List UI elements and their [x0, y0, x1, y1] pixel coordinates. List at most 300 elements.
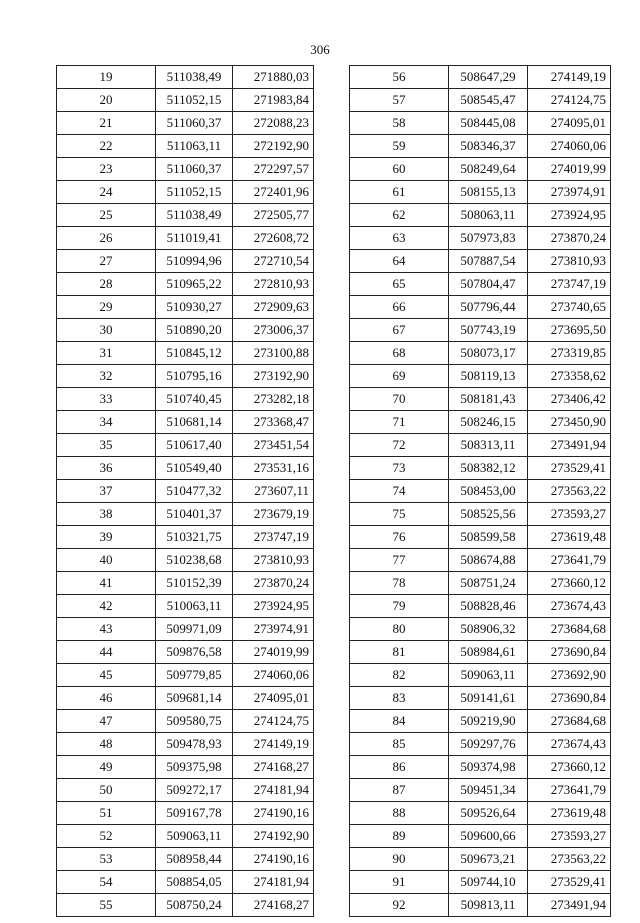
- y-coordinate-cell: 274168,27: [233, 756, 314, 779]
- y-coordinate-cell: 273282,18: [233, 388, 314, 411]
- y-coordinate-cell: 273531,16: [233, 457, 314, 480]
- x-coordinate-cell: 508647,29: [449, 66, 528, 89]
- point-number-cell: 37: [57, 480, 156, 503]
- x-coordinate-cell: 510994,96: [156, 250, 233, 273]
- y-coordinate-cell: 274190,16: [233, 802, 314, 825]
- y-coordinate-cell: 271983,84: [233, 89, 314, 112]
- point-number-cell: 47: [57, 710, 156, 733]
- table-row: [57, 503, 314, 526]
- point-number-cell: 24: [57, 181, 156, 204]
- y-coordinate-cell: 274192,90: [233, 825, 314, 848]
- coordinates-table-left-body: [57, 66, 314, 917]
- point-number-cell: 35: [57, 434, 156, 457]
- y-coordinate-cell: 273491,94: [528, 434, 611, 457]
- x-coordinate-cell: 509374,98: [449, 756, 528, 779]
- table-row: [350, 825, 611, 848]
- y-coordinate-cell: 272810,93: [233, 273, 314, 296]
- x-coordinate-cell: 511019,41: [156, 227, 233, 250]
- y-coordinate-cell: 273674,43: [528, 733, 611, 756]
- x-coordinate-cell: 509813,11: [449, 894, 528, 917]
- y-coordinate-cell: 273006,37: [233, 319, 314, 342]
- point-number-cell: 33: [57, 388, 156, 411]
- table-row: [57, 296, 314, 319]
- x-coordinate-cell: 510930,27: [156, 296, 233, 319]
- y-coordinate-cell: 273740,65: [528, 296, 611, 319]
- x-coordinate-cell: 508249,64: [449, 158, 528, 181]
- x-coordinate-cell: 507973,83: [449, 227, 528, 250]
- x-coordinate-cell: 511038,49: [156, 204, 233, 227]
- x-coordinate-cell: 508750,24: [156, 894, 233, 917]
- point-number-cell: 76: [350, 526, 449, 549]
- table-row: [57, 434, 314, 457]
- y-coordinate-cell: 273368,47: [233, 411, 314, 434]
- point-number-cell: 43: [57, 618, 156, 641]
- point-number-cell: 72: [350, 434, 449, 457]
- x-coordinate-cell: 509580,75: [156, 710, 233, 733]
- y-coordinate-cell: 273674,43: [528, 595, 611, 618]
- x-coordinate-cell: 509681,14: [156, 687, 233, 710]
- x-coordinate-cell: 508828,46: [449, 595, 528, 618]
- x-coordinate-cell: 510549,40: [156, 457, 233, 480]
- x-coordinate-cell: 510401,37: [156, 503, 233, 526]
- table-row: [350, 66, 611, 89]
- x-coordinate-cell: 509478,93: [156, 733, 233, 756]
- y-coordinate-cell: 273690,84: [528, 641, 611, 664]
- x-coordinate-cell: 508063,11: [449, 204, 528, 227]
- point-number-cell: 38: [57, 503, 156, 526]
- y-coordinate-cell: 273679,19: [233, 503, 314, 526]
- y-coordinate-cell: 272909,63: [233, 296, 314, 319]
- y-coordinate-cell: 274181,94: [233, 871, 314, 894]
- table-row: [57, 342, 314, 365]
- point-number-cell: 91: [350, 871, 449, 894]
- y-coordinate-cell: 274190,16: [233, 848, 314, 871]
- point-number-cell: 83: [350, 687, 449, 710]
- x-coordinate-cell: 508906,32: [449, 618, 528, 641]
- y-coordinate-cell: 273660,12: [528, 572, 611, 595]
- x-coordinate-cell: 510965,22: [156, 273, 233, 296]
- table-row: [350, 388, 611, 411]
- table-row: [350, 457, 611, 480]
- y-coordinate-cell: 273619,48: [528, 526, 611, 549]
- table-row: [350, 411, 611, 434]
- point-number-cell: 79: [350, 595, 449, 618]
- table-row: [57, 135, 314, 158]
- x-coordinate-cell: 508155,13: [449, 181, 528, 204]
- x-coordinate-cell: 511038,49: [156, 66, 233, 89]
- x-coordinate-cell: 509063,11: [449, 664, 528, 687]
- y-coordinate-cell: 273870,24: [528, 227, 611, 250]
- table-row: [350, 135, 611, 158]
- y-coordinate-cell: 273684,68: [528, 710, 611, 733]
- y-coordinate-cell: 273319,85: [528, 342, 611, 365]
- point-number-cell: 82: [350, 664, 449, 687]
- table-row: [57, 365, 314, 388]
- x-coordinate-cell: 509451,34: [449, 779, 528, 802]
- x-coordinate-cell: 511060,37: [156, 158, 233, 181]
- point-number-cell: 25: [57, 204, 156, 227]
- point-number-cell: 88: [350, 802, 449, 825]
- y-coordinate-cell: 273619,48: [528, 802, 611, 825]
- x-coordinate-cell: 508181,43: [449, 388, 528, 411]
- y-coordinate-cell: 273529,41: [528, 457, 611, 480]
- table-row: [350, 641, 611, 664]
- table-row: [57, 779, 314, 802]
- x-coordinate-cell: 510681,14: [156, 411, 233, 434]
- point-number-cell: 53: [57, 848, 156, 871]
- point-number-cell: 27: [57, 250, 156, 273]
- point-number-cell: 20: [57, 89, 156, 112]
- x-coordinate-cell: 510063,11: [156, 595, 233, 618]
- point-number-cell: 26: [57, 227, 156, 250]
- point-number-cell: 52: [57, 825, 156, 848]
- table-row: [57, 572, 314, 595]
- point-number-cell: 55: [57, 894, 156, 917]
- x-coordinate-cell: 507743,19: [449, 319, 528, 342]
- table-row: [350, 480, 611, 503]
- table-row: [57, 273, 314, 296]
- x-coordinate-cell: 510845,12: [156, 342, 233, 365]
- point-number-cell: 39: [57, 526, 156, 549]
- table-row: [350, 848, 611, 871]
- point-number-cell: 86: [350, 756, 449, 779]
- table-row: [350, 342, 611, 365]
- table-row: [57, 871, 314, 894]
- x-coordinate-cell: 508382,12: [449, 457, 528, 480]
- table-row: [57, 894, 314, 917]
- point-number-cell: 29: [57, 296, 156, 319]
- x-coordinate-cell: 509167,78: [156, 802, 233, 825]
- y-coordinate-cell: 274168,27: [233, 894, 314, 917]
- x-coordinate-cell: 509744,10: [449, 871, 528, 894]
- table-row: [350, 296, 611, 319]
- point-number-cell: 60: [350, 158, 449, 181]
- point-number-cell: 67: [350, 319, 449, 342]
- table-row: [350, 756, 611, 779]
- y-coordinate-cell: 274060,06: [233, 664, 314, 687]
- y-coordinate-cell: 272401,96: [233, 181, 314, 204]
- table-row: [57, 687, 314, 710]
- y-coordinate-cell: 274149,19: [233, 733, 314, 756]
- table-row: [350, 365, 611, 388]
- x-coordinate-cell: 509673,21: [449, 848, 528, 871]
- y-coordinate-cell: 273529,41: [528, 871, 611, 894]
- point-number-cell: 74: [350, 480, 449, 503]
- point-number-cell: 65: [350, 273, 449, 296]
- table-row: [350, 710, 611, 733]
- point-number-cell: 56: [350, 66, 449, 89]
- point-number-cell: 81: [350, 641, 449, 664]
- y-coordinate-cell: 273450,90: [528, 411, 611, 434]
- table-row: [57, 480, 314, 503]
- y-coordinate-cell: 273100,88: [233, 342, 314, 365]
- point-number-cell: 61: [350, 181, 449, 204]
- x-coordinate-cell: 510238,68: [156, 549, 233, 572]
- y-coordinate-cell: 273563,22: [528, 848, 611, 871]
- point-number-cell: 77: [350, 549, 449, 572]
- point-number-cell: 78: [350, 572, 449, 595]
- table-row: [57, 825, 314, 848]
- point-number-cell: 34: [57, 411, 156, 434]
- table-row: [350, 434, 611, 457]
- x-coordinate-cell: 508119,13: [449, 365, 528, 388]
- table-row: [350, 894, 611, 917]
- x-coordinate-cell: 509219,90: [449, 710, 528, 733]
- point-number-cell: 87: [350, 779, 449, 802]
- y-coordinate-cell: 273810,93: [528, 250, 611, 273]
- table-row: [57, 664, 314, 687]
- table-row: [350, 664, 611, 687]
- point-number-cell: 54: [57, 871, 156, 894]
- table-row: [350, 89, 611, 112]
- point-number-cell: 40: [57, 549, 156, 572]
- point-number-cell: 23: [57, 158, 156, 181]
- table-row: [350, 802, 611, 825]
- x-coordinate-cell: 508751,24: [449, 572, 528, 595]
- x-coordinate-cell: 511060,37: [156, 112, 233, 135]
- x-coordinate-cell: 509141,61: [449, 687, 528, 710]
- point-number-cell: 31: [57, 342, 156, 365]
- x-coordinate-cell: 510152,39: [156, 572, 233, 595]
- x-coordinate-cell: 509779,85: [156, 664, 233, 687]
- y-coordinate-cell: 272710,54: [233, 250, 314, 273]
- point-number-cell: 73: [350, 457, 449, 480]
- y-coordinate-cell: 274181,94: [233, 779, 314, 802]
- x-coordinate-cell: 508073,17: [449, 342, 528, 365]
- coordinates-table-right-body: [350, 66, 611, 917]
- y-coordinate-cell: 273593,27: [528, 503, 611, 526]
- table-row: [350, 549, 611, 572]
- y-coordinate-cell: 273924,95: [528, 204, 611, 227]
- point-number-cell: 30: [57, 319, 156, 342]
- x-coordinate-cell: 510477,32: [156, 480, 233, 503]
- point-number-cell: 92: [350, 894, 449, 917]
- x-coordinate-cell: 509063,11: [156, 825, 233, 848]
- point-number-cell: 42: [57, 595, 156, 618]
- point-number-cell: 41: [57, 572, 156, 595]
- x-coordinate-cell: 509375,98: [156, 756, 233, 779]
- y-coordinate-cell: 273974,91: [233, 618, 314, 641]
- point-number-cell: 28: [57, 273, 156, 296]
- y-coordinate-cell: 274149,19: [528, 66, 611, 89]
- y-coordinate-cell: 274060,06: [528, 135, 611, 158]
- x-coordinate-cell: 511063,11: [156, 135, 233, 158]
- point-number-cell: 90: [350, 848, 449, 871]
- table-row: [350, 503, 611, 526]
- point-number-cell: 89: [350, 825, 449, 848]
- table-row: [57, 250, 314, 273]
- x-coordinate-cell: 511052,15: [156, 89, 233, 112]
- table-row: [350, 250, 611, 273]
- x-coordinate-cell: 507804,47: [449, 273, 528, 296]
- point-number-cell: 59: [350, 135, 449, 158]
- table-row: [57, 710, 314, 733]
- x-coordinate-cell: 508984,61: [449, 641, 528, 664]
- point-number-cell: 57: [350, 89, 449, 112]
- y-coordinate-cell: 273563,22: [528, 480, 611, 503]
- y-coordinate-cell: 273192,90: [233, 365, 314, 388]
- y-coordinate-cell: 273684,68: [528, 618, 611, 641]
- y-coordinate-cell: 274019,99: [233, 641, 314, 664]
- point-number-cell: 71: [350, 411, 449, 434]
- x-coordinate-cell: 508453,00: [449, 480, 528, 503]
- y-coordinate-cell: 273924,95: [233, 595, 314, 618]
- y-coordinate-cell: 272505,77: [233, 204, 314, 227]
- x-coordinate-cell: 511052,15: [156, 181, 233, 204]
- table-row: [57, 733, 314, 756]
- x-coordinate-cell: 508445,08: [449, 112, 528, 135]
- x-coordinate-cell: 508525,56: [449, 503, 528, 526]
- table-row: [350, 273, 611, 296]
- x-coordinate-cell: 509971,09: [156, 618, 233, 641]
- point-number-cell: 22: [57, 135, 156, 158]
- x-coordinate-cell: 510740,45: [156, 388, 233, 411]
- y-coordinate-cell: 273641,79: [528, 549, 611, 572]
- point-number-cell: 68: [350, 342, 449, 365]
- table-row: [57, 526, 314, 549]
- point-number-cell: 21: [57, 112, 156, 135]
- point-number-cell: 85: [350, 733, 449, 756]
- point-number-cell: 49: [57, 756, 156, 779]
- point-number-cell: 48: [57, 733, 156, 756]
- x-coordinate-cell: 510795,16: [156, 365, 233, 388]
- table-row: [57, 319, 314, 342]
- x-coordinate-cell: 507887,54: [449, 250, 528, 273]
- y-coordinate-cell: 271880,03: [233, 66, 314, 89]
- y-coordinate-cell: 273491,94: [528, 894, 611, 917]
- y-coordinate-cell: 274124,75: [233, 710, 314, 733]
- table-row: [350, 595, 611, 618]
- table-row: [350, 779, 611, 802]
- x-coordinate-cell: 509876,58: [156, 641, 233, 664]
- table-row: [57, 112, 314, 135]
- table-row: [350, 181, 611, 204]
- table-row: [350, 319, 611, 342]
- point-number-cell: 84: [350, 710, 449, 733]
- table-row: [350, 112, 611, 135]
- x-coordinate-cell: 508599,58: [449, 526, 528, 549]
- y-coordinate-cell: 273358,62: [528, 365, 611, 388]
- y-coordinate-cell: 273810,93: [233, 549, 314, 572]
- y-coordinate-cell: 273660,12: [528, 756, 611, 779]
- x-coordinate-cell: 510617,40: [156, 434, 233, 457]
- y-coordinate-cell: 272192,90: [233, 135, 314, 158]
- table-row: [57, 411, 314, 434]
- table-row: [57, 89, 314, 112]
- table-row: [57, 181, 314, 204]
- y-coordinate-cell: 273695,50: [528, 319, 611, 342]
- table-row: [57, 595, 314, 618]
- y-coordinate-cell: 273607,11: [233, 480, 314, 503]
- point-number-cell: 80: [350, 618, 449, 641]
- table-row: [350, 733, 611, 756]
- x-coordinate-cell: 509272,17: [156, 779, 233, 802]
- table-row: [350, 227, 611, 250]
- point-number-cell: 58: [350, 112, 449, 135]
- y-coordinate-cell: 273692,90: [528, 664, 611, 687]
- table-row: [57, 388, 314, 411]
- table-row: [57, 549, 314, 572]
- point-number-cell: 70: [350, 388, 449, 411]
- point-number-cell: 75: [350, 503, 449, 526]
- point-number-cell: 51: [57, 802, 156, 825]
- table-row: [57, 756, 314, 779]
- table-row: [350, 526, 611, 549]
- table-row: [350, 871, 611, 894]
- x-coordinate-cell: 508545,47: [449, 89, 528, 112]
- table-row: [57, 204, 314, 227]
- point-number-cell: 66: [350, 296, 449, 319]
- y-coordinate-cell: 273690,84: [528, 687, 611, 710]
- x-coordinate-cell: 510321,75: [156, 526, 233, 549]
- y-coordinate-cell: 273593,27: [528, 825, 611, 848]
- point-number-cell: 63: [350, 227, 449, 250]
- table-row: [350, 204, 611, 227]
- table-row: [350, 572, 611, 595]
- point-number-cell: 32: [57, 365, 156, 388]
- table-row: [350, 158, 611, 181]
- point-number-cell: 62: [350, 204, 449, 227]
- y-coordinate-cell: 273747,19: [233, 526, 314, 549]
- x-coordinate-cell: 508854,05: [156, 871, 233, 894]
- table-row: [350, 618, 611, 641]
- point-number-cell: 44: [57, 641, 156, 664]
- coordinates-table-left: [56, 65, 314, 917]
- y-coordinate-cell: 273641,79: [528, 779, 611, 802]
- y-coordinate-cell: 272297,57: [233, 158, 314, 181]
- x-coordinate-cell: 508313,11: [449, 434, 528, 457]
- table-row: [57, 227, 314, 250]
- point-number-cell: 69: [350, 365, 449, 388]
- y-coordinate-cell: 274095,01: [528, 112, 611, 135]
- y-coordinate-cell: 273451,54: [233, 434, 314, 457]
- y-coordinate-cell: 273406,42: [528, 388, 611, 411]
- x-coordinate-cell: 509600,66: [449, 825, 528, 848]
- x-coordinate-cell: 509526,64: [449, 802, 528, 825]
- point-number-cell: 19: [57, 66, 156, 89]
- point-number-cell: 64: [350, 250, 449, 273]
- y-coordinate-cell: 272608,72: [233, 227, 314, 250]
- table-row: [57, 618, 314, 641]
- table-row: [57, 66, 314, 89]
- point-number-cell: 36: [57, 457, 156, 480]
- x-coordinate-cell: 508346,37: [449, 135, 528, 158]
- y-coordinate-cell: 272088,23: [233, 112, 314, 135]
- table-row: [57, 802, 314, 825]
- table-row: [350, 687, 611, 710]
- x-coordinate-cell: 508958,44: [156, 848, 233, 871]
- x-coordinate-cell: 510890,20: [156, 319, 233, 342]
- x-coordinate-cell: 508246,15: [449, 411, 528, 434]
- y-coordinate-cell: 273974,91: [528, 181, 611, 204]
- table-row: [57, 158, 314, 181]
- table-row: [57, 457, 314, 480]
- point-number-cell: 46: [57, 687, 156, 710]
- y-coordinate-cell: 273747,19: [528, 273, 611, 296]
- coordinates-table-right: [349, 65, 611, 917]
- y-coordinate-cell: 274124,75: [528, 89, 611, 112]
- x-coordinate-cell: 509297,76: [449, 733, 528, 756]
- table-row: [57, 641, 314, 664]
- y-coordinate-cell: 274095,01: [233, 687, 314, 710]
- y-coordinate-cell: 273870,24: [233, 572, 314, 595]
- table-row: [57, 848, 314, 871]
- point-number-cell: 50: [57, 779, 156, 802]
- page-number: 306: [310, 42, 330, 57]
- point-number-cell: 45: [57, 664, 156, 687]
- y-coordinate-cell: 274019,99: [528, 158, 611, 181]
- x-coordinate-cell: 507796,44: [449, 296, 528, 319]
